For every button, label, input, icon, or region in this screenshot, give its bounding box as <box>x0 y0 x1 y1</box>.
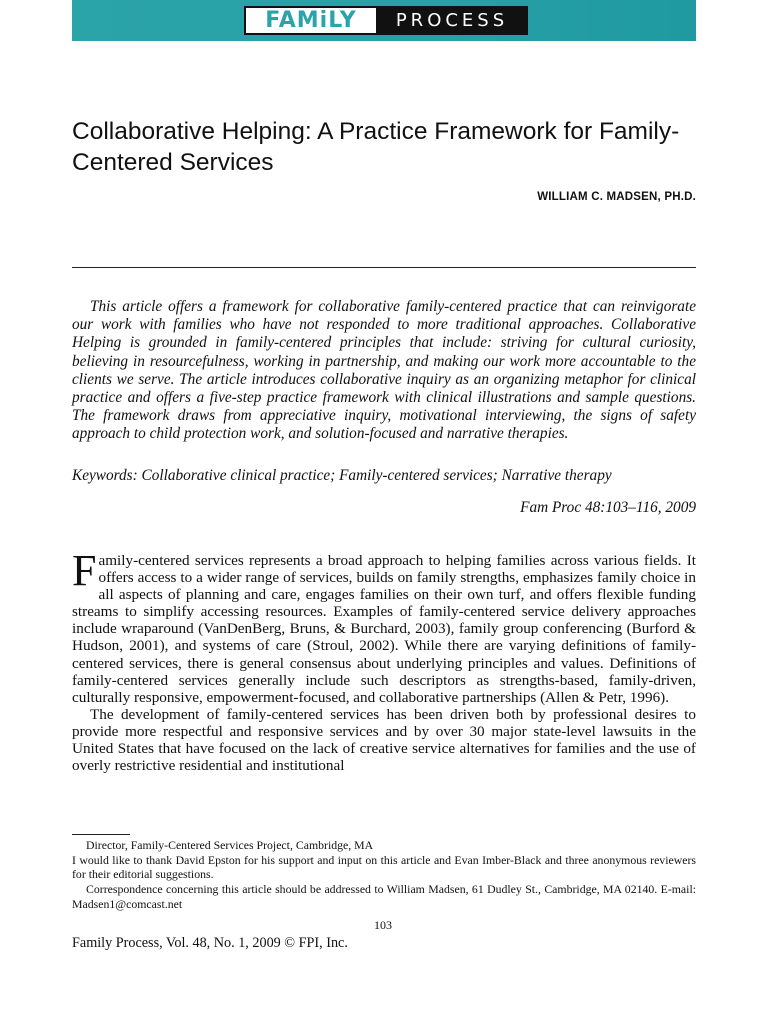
page-number: 103 <box>374 918 392 932</box>
article-title: Collaborative Helping: A Practice Framework for Family-Centered Services <box>72 118 680 176</box>
paragraph-1-text: amily-centered services represents a broad approach to helping families across various fields. It offers access to a wider range of services, builds on family strengths, emphasizes family choice in all aspects of planning and care, engages families on their own turf, and offers flexible funding streams to simplify accessing resources. Examples of family-centered service delivery approaches include wraparound (VanDenBerg, Bruns, & Burchard, 2003), family group conferencing (Burford & Hudson, 2001), and systems of care (Stroul, 2002). While there are varying definitions of family-centered services, there is general consensus about underlying principles and values. Definitions of family-centered services generally include such descriptors as strengths-based, family-driven, culturally responsive, empowerment-focused, and collaborative partnerships (Allen & Petr, 1996). <box>72 552 696 706</box>
keywords: Keywords: Collaborative clinical practice; Family-centered services; Narrative therapy <box>72 467 612 484</box>
article-body <box>72 546 696 775</box>
citation: Fam Proc 48:103–116, 2009 <box>520 499 696 516</box>
footnote-divider <box>72 834 130 835</box>
journal-footer: Family Process, Vol. 48, No. 1, 2009 © FPI, Inc. <box>72 935 348 951</box>
logo-process-word: PROCESS <box>395 10 509 31</box>
paragraph-2: The development of family-centered services has been driven both by professional desires to provide more respectful and responsive services and by over 30 major state-level lawsuits in the United States that have focused on the lack of creative service alternatives for families and the use of overly restrictive residential and institutional <box>72 705 696 775</box>
abstract: This article offers a framework for collaborative family-centered practice that can reinvigorate our work with families who have not responded to more traditional approaches. Collaborative Helping is grounded in family-centered principles that include: striving for cultural curiosity, believing in resourcefulness, working in partnership, and making our work more accountable to the clients we serve. The article introduces collaborative inquiry as an organizing metaphor for clinical practice and offers a five-step practice framework with clinical illustrations and sample questions. The framework draws from appreciative inquiry, motivational interviewing, the signs of safety approach to child protection work, and solution-focused and narrative therapies. <box>72 298 696 443</box>
footnote-affiliation: Director, Family-Centered Services Project, Cambridge, MA <box>86 838 374 852</box>
paragraph-1 <box>72 546 696 706</box>
footnote-thanks: I would like to thank David Epston for his support and input on this article and Evan Imber-Black and three anonymous reviewers for their editorial suggestions. <box>72 852 696 882</box>
footnotes <box>72 838 696 912</box>
footnote-correspondence: Correspondence concerning this article should be addressed to William Madsen, 61 Dudley St., Cambridge, MA 02140. E-mail: Madsen1@comcast.net <box>72 882 696 911</box>
journal-logo <box>244 6 528 35</box>
logo-family-word: FAMiLY <box>246 8 376 33</box>
drop-cap: F <box>72 546 97 595</box>
article-author: WILLIAM C. MADSEN, PH.D. <box>537 191 696 203</box>
journal-banner <box>72 0 696 41</box>
title-divider <box>72 267 696 268</box>
